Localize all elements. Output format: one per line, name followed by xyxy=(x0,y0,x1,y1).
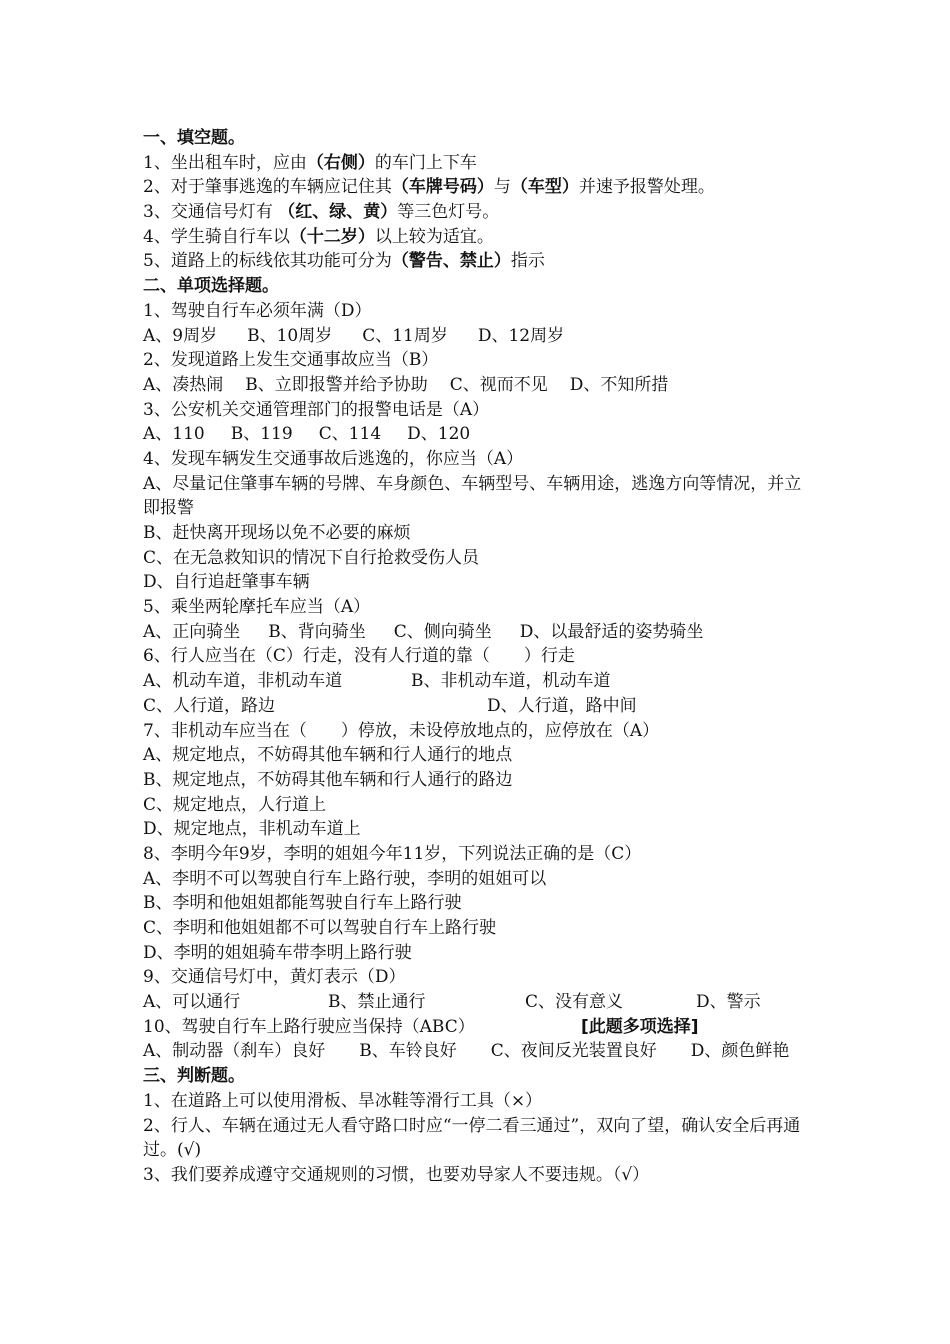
option-text: D、自行追赶肇事车辆 xyxy=(143,572,310,593)
option-text: D、李明的姐姐骑车带李明上路行驶 xyxy=(143,942,412,963)
fill-question-5 xyxy=(143,249,813,274)
question-text: 与 xyxy=(493,177,511,198)
option-text: A、110 xyxy=(143,424,205,445)
option-text: B、李明和他姐姐都能驾驶自行车上路行驶 xyxy=(143,893,462,914)
option-text: B、规定地点，不妨碍其他车辆和行人通行的路边 xyxy=(143,769,513,790)
question-text: 以上较为适宜。 xyxy=(374,226,494,247)
choice-options xyxy=(143,990,813,1015)
judge-question-2: 2、行人、车辆在通过无人看守路口时应“一停二看三通过”，双向了望，确认安全后再通过。(√) xyxy=(143,1115,801,1161)
option-text: C、114 xyxy=(318,424,382,445)
option-text: A、正向骑坐 xyxy=(143,621,241,642)
choice-options xyxy=(143,422,813,447)
question-text: 3、交通信号灯有 xyxy=(143,202,279,223)
question-text: 指示 xyxy=(510,251,545,272)
option-text: B、119 xyxy=(230,424,293,445)
option-text: A、机动车道，非机动车道 xyxy=(143,671,343,692)
option-text: A、可以通行 xyxy=(143,992,241,1013)
option-text: C、11周岁 xyxy=(362,325,448,346)
choice-question-stem: 3、公安机关交通管理部门的报警电话是（A） xyxy=(143,399,490,420)
section-title-single-choice: 二、单项选择题。 xyxy=(143,276,279,297)
question-text: 1、坐出租车时，应由 xyxy=(143,152,307,173)
choice-options xyxy=(143,324,813,349)
fill-question-4 xyxy=(143,225,813,250)
answer-text: （十二岁） xyxy=(289,226,375,247)
choice-options xyxy=(143,620,813,645)
question-text: 并速予报警处理。 xyxy=(578,177,715,198)
option-text: B、背向骑坐 xyxy=(268,621,366,642)
choice-question-stem: 5、乘坐两轮摩托车应当（A） xyxy=(143,597,371,618)
judge-question-3: 3、我们要养成遵守交通规则的习惯，也要劝导家人不要违规。（√） xyxy=(143,1164,650,1185)
option-text: D、12周岁 xyxy=(477,325,565,346)
question-text: 5、道路上的标线依其功能可分为 xyxy=(143,251,392,272)
option-text: C、侧向骑坐 xyxy=(393,621,492,642)
choice-options xyxy=(143,669,813,694)
choice-question-stem: 2、发现道路上发生交通事故应当（B） xyxy=(143,350,439,371)
option-text: C、没有意义 xyxy=(525,992,624,1013)
option-text: A、制动器（刹车）良好 B、车铃良好 C、夜间反光装置良好 D、颜色鲜艳 xyxy=(143,1041,790,1062)
choice-question-stem: 9、交通信号灯中，黄灯表示（D） xyxy=(143,967,406,988)
option-text: D、规定地点，非机动车道上 xyxy=(143,819,361,840)
answer-text: （红、绿、黄） xyxy=(278,202,398,223)
option-text: B、禁止通行 xyxy=(328,992,426,1013)
answer-text: （警告、禁止） xyxy=(391,251,511,272)
fill-question-3 xyxy=(143,200,813,225)
option-text: C、人行道，路边 xyxy=(143,695,276,716)
option-text: B、立即报警并给予协助 xyxy=(245,374,428,395)
option-text: B、非机动车道，机动车道 xyxy=(411,671,611,692)
option-text: A、李明不可以驾驶自行车上路行驶，李明的姐姐可以 xyxy=(143,868,547,889)
option-text: C、在无急救知识的情况下自行抢救受伤人员 xyxy=(143,547,480,568)
option-text: C、李明和他姐姐都不可以驾驶自行车上路行驶 xyxy=(143,918,497,939)
document-page xyxy=(143,126,813,1188)
choice-question-stem: 1、驾驶自行车必须年满（D） xyxy=(143,300,372,321)
option-text: A、尽量记住肇事车辆的号牌、车身颜色、车辆型号、车辆用途，逃逸方向等情况，并立即报警 xyxy=(143,473,802,519)
option-text: B、赶快离开现场以免不必要的麻烦 xyxy=(143,523,411,544)
option-text: C、视而不见 xyxy=(449,374,548,395)
option-text: C、规定地点，人行道上 xyxy=(143,794,327,815)
judge-question-1: 1、在道路上可以使用滑板、旱冰鞋等滑行工具（×） xyxy=(143,1090,543,1111)
option-text: D、不知所措 xyxy=(569,374,669,395)
question-text: 的车门上下车 xyxy=(374,152,477,173)
option-text: A、9周岁 xyxy=(143,325,218,346)
option-text: A、凑热闹 xyxy=(143,374,224,395)
answer-text: （车牌号码） xyxy=(391,177,494,198)
option-text: B、10周岁 xyxy=(247,325,333,346)
multi-choice-note: [此题多项选择] xyxy=(581,1016,699,1037)
choice-question-stem xyxy=(143,1015,813,1040)
question-text: 2、对于肇事逃逸的车辆应记住其 xyxy=(143,177,392,198)
choice-question-stem: 4、发现车辆发生交通事故后逃逸的，你应当（A） xyxy=(143,448,524,469)
question-text: 4、学生骑自行车以 xyxy=(143,226,290,247)
option-text: D、以最舒适的姿势骑坐 xyxy=(519,621,704,642)
fill-question-1 xyxy=(143,151,813,176)
option-text: D、人行道，路中间 xyxy=(487,695,637,716)
answer-text: （右侧） xyxy=(306,152,375,173)
choice-options xyxy=(143,373,813,398)
fill-question-2 xyxy=(143,175,813,200)
question-text: 等三色灯号。 xyxy=(397,202,500,223)
section-title-true-false: 三、判断题。 xyxy=(143,1066,245,1087)
option-text: A、规定地点，不妨碍其他车辆和行人通行的地点 xyxy=(143,745,513,766)
choice-question-stem: 7、非机动车应当在（ ）停放，未设停放地点的，应停放在（A） xyxy=(143,720,660,741)
answer-text: （车型） xyxy=(510,177,579,198)
choice-question-stem: 8、李明今年9岁，李明的姐姐今年11岁，下列说法正确的是（C） xyxy=(143,843,642,864)
choice-question-stem: 6、行人应当在（C）行走，没有人行道的靠（ ）行走 xyxy=(143,646,575,667)
section-title-fill-blank: 一、填空题。 xyxy=(143,128,245,148)
option-text: D、警示 xyxy=(696,992,761,1013)
choice-options xyxy=(143,694,813,719)
option-text: D、120 xyxy=(407,424,471,445)
question-text: 10、驾驶自行车上路行驶应当保持（ABC） xyxy=(143,1016,475,1037)
